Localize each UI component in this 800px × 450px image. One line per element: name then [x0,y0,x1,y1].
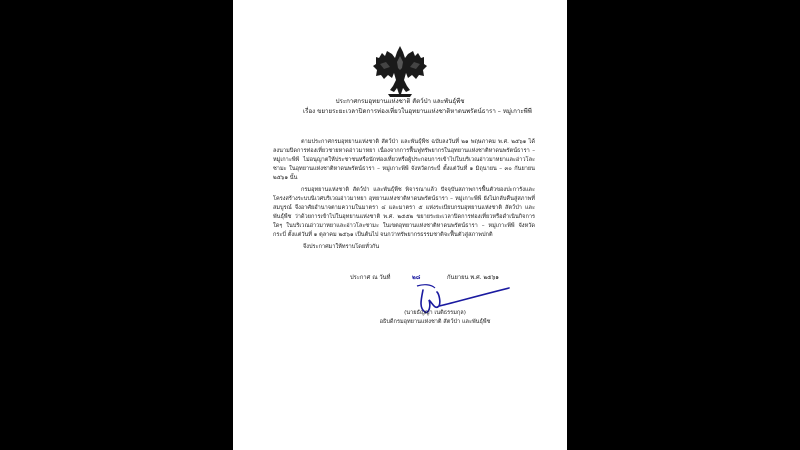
issuer-line: ประกาศกรมอุทยานแห่งชาติ สัตว์ป่า และพันธุ์พืช [335,98,465,105]
date-label: ประกาศ ณ วันที่ [350,275,391,281]
document-heading [233,97,567,117]
closing-line: จึงประกาศมาให้ทราบโดยทั่วกัน [303,244,380,250]
signer-title: อธิบดีกรมอุทยานแห่งชาติ สัตว์ป่า และพันธุ์พืช [379,319,491,325]
document-body [273,138,535,255]
subject-line: เรื่อง ขยายระยะเวลาปิดการท่องเที่ยวในอุทยานแห่งชาติหาดนพรัตน์ธารา – หมู่เกาะพีพี [303,108,532,115]
date-day: ๒๘ [412,275,421,281]
signer-name: (นายธัญญา เนติธรรมกุล) [404,310,466,316]
garuda-emblem [370,42,430,100]
body-paragraph-2: กรมอุทยานแห่งชาติ สัตว์ป่า และพันธุ์พืช พิจารณาแล้ว ปัจจุบันสภาพการฟื้นตัวของปะการังและโครงสร้างระบบนิเวศบริเวณอ่าวมาหยา อุทยานแห่งชาติหาดนพรัตน์ธารา – หมู่เกาะพีพี ยังไม่กลับคืนสู่สภาพที่สมบูรณ์ จึงอาศัยอำนาจตามความในมาตรา ๔ และมาตรา ๕ แห่งระเบียบกรมอุทยานแห่งชาติ สัตว์ป่า และพันธุ์พืช ว่าด้วยการเข้าไปในอุทยานแห่งชาติ พ.ศ. ๒๕๕๒ ขยายระยะเวลาปิดการท่องเที่ยวหรือดำเนินกิจการใดๆ ในบริเวณอ่าวมาหยาและอ่าวโละซามะ ในเขตอุทยานแห่งชาติหาดนพรัตน์ธารา – หมู่เกาะพีพี จังหวัดกระบี่ ตั้งแต่วันที่ ๑ ตุลาคม ๒๕๖๑ เป็นต้นไป จนกว่าทรัพยากรธรรมชาติจะฟื้นตัวสู่สภาพปกติ [273,187,535,238]
body-paragraph-1: ตามประกาศกรมอุทยานแห่งชาติ สัตว์ป่า และพันธุ์พืช ฉบับลงวันที่ ๒๑ พฤษภาคม พ.ศ. ๒๕๖๑ ได้ลงนามปิดการท่องเที่ยวชายหาดอ่าวมาหยา เนื่องจากการฟื้นฟูทรัพยากรในอุทยานแห่งชาติหาดนพรัตน์ธารา – หมู่เกาะพีพี ไม่อนุญาตให้ประชาชนหรือนักท่องเที่ยวหรือผู้ประกอบการเข้าไปในบริเวณอ่าวมาหยาและอ่าวโละซามะ ในอุทยานแห่งชาติหาดนพรัตน์ธารา – หมู่เกาะพีพี จังหวัดกระบี่ ตั้งแต่วันที่ ๑ มิถุนายน – ๓๐ กันยายน ๒๕๖๑ นั้น [273,139,535,181]
date-month-year: กันยายน พ.ศ. ๒๕๖๑ [447,275,499,281]
document-page [233,0,567,450]
